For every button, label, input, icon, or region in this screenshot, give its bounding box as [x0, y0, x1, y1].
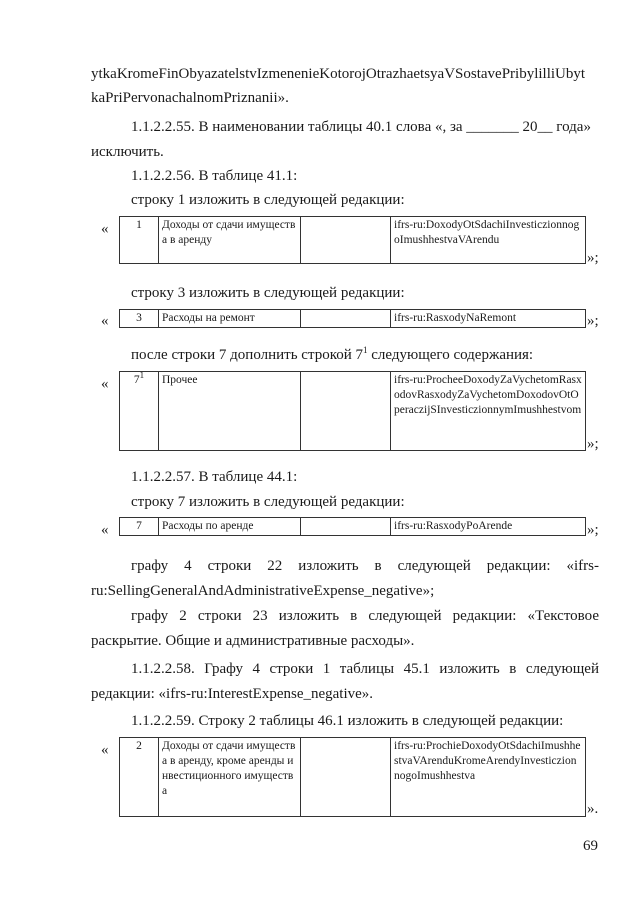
quote-open: «	[101, 313, 109, 329]
row-code: ifrs-ru:ProchieDoxodyOtSdachiImushhestvaVArenduKromeArendyInvesticzionnogoImushhestva	[391, 738, 586, 817]
quote-close: ».	[587, 801, 599, 817]
paragraph-line: графу 2 строки 23 изложить в следующей редакции: «Текстовое	[131, 608, 599, 624]
quote-close: »;	[587, 522, 599, 538]
row-code: ifrs-ru:ProcheeDoxodyZaVychetomRasxodovRasxodyZaVychetomDoxodovOtOperaczijSInvesticzionnymImushhestvom	[391, 372, 586, 451]
clause-1-1-2-2-55: 1.1.2.2.55. В наименовании таблицы 40.1 слова «, за _______ 20__ года»	[131, 119, 591, 135]
paragraph-line: редакции: «ifrs-ru:InterestExpense_negative».	[91, 686, 374, 702]
row-name: Доходы от сдачи имущества в аренду	[159, 217, 301, 264]
row-code: ifrs-ru:DoxodyOtSdachiInvesticzionnogoImushhestvaVArendu	[391, 217, 586, 264]
quote-close: »;	[587, 313, 599, 329]
row-number	[120, 372, 159, 451]
clause-1-1-2-2-56: 1.1.2.2.56. В таблице 41.1:	[131, 168, 298, 184]
row-name: Расходы по аренде	[159, 518, 301, 536]
instruction-line	[131, 345, 533, 365]
table-row-7-1	[119, 371, 586, 451]
row-empty-cell	[301, 738, 391, 817]
quote-open: «	[101, 376, 109, 392]
row-name: Доходы от сдачи имущества в аренду, кроме аренды инвестиционного имущества	[159, 738, 301, 817]
row-number: 2	[120, 738, 159, 817]
row-number-text: 7	[133, 374, 140, 386]
clause-1-1-2-2-59: 1.1.2.2.59. Строку 2 таблицы 46.1 изложить в следующей редакции:	[131, 713, 564, 729]
row-code: ifrs-ru:RasxodyNaRemont	[391, 310, 586, 328]
paragraph-line: исключить.	[91, 144, 164, 160]
table-row-1	[119, 216, 586, 264]
paragraph-line: ru:SellingGeneralAndAdministrativeExpense_negative»;	[91, 583, 435, 599]
superscript: 1	[139, 371, 145, 381]
row-name: Прочее	[159, 372, 301, 451]
table-row-7	[119, 517, 586, 536]
quote-open: «	[101, 221, 109, 237]
instruction-line: строку 1 изложить в следующей редакции:	[131, 192, 405, 208]
row-name: Расходы на ремонт	[159, 310, 301, 328]
table-row-2	[119, 737, 586, 817]
superscript: 1	[363, 345, 368, 355]
paragraph-line: ytkaKromeFinObyazatelstvIzmenenieKotorojOtrazhaetsyaVSostavePribylilliUbyt	[91, 66, 586, 82]
quote-open: «	[101, 742, 109, 758]
instruction-line: строку 7 изложить в следующей редакции:	[131, 494, 405, 510]
row-code: ifrs-ru:RasxodyPoArende	[391, 518, 586, 536]
paragraph-line: раскрытие. Общие и административные расходы».	[91, 633, 415, 649]
quote-open: «	[101, 522, 109, 538]
row-empty-cell	[301, 372, 391, 451]
quote-close: »;	[587, 250, 599, 266]
clause-1-1-2-2-58: 1.1.2.2.58. Графу 4 строки 1 таблицы 45.1 изложить в следующей	[131, 661, 599, 677]
row-empty-cell	[301, 518, 391, 536]
table-row-3	[119, 309, 586, 328]
clause-1-1-2-2-57: 1.1.2.2.57. В таблице 44.1:	[131, 469, 298, 485]
row-number: 3	[120, 310, 159, 328]
instruction-text: после строки 7 дополнить строкой 7	[131, 347, 364, 363]
row-empty-cell	[301, 217, 391, 264]
paragraph-line: графу 4 строки 22 изложить в следующей редакции: «ifrs-	[131, 558, 599, 574]
instruction-line: строку 3 изложить в следующей редакции:	[131, 285, 405, 301]
paragraph-line: kaPriPervonachalnomPriznanii».	[91, 90, 289, 106]
row-number: 1	[120, 217, 159, 264]
row-number: 7	[120, 518, 159, 536]
quote-close: »;	[587, 436, 599, 452]
row-empty-cell	[301, 310, 391, 328]
page-number: 69	[583, 838, 598, 854]
instruction-text: следующего содержания:	[367, 347, 534, 363]
